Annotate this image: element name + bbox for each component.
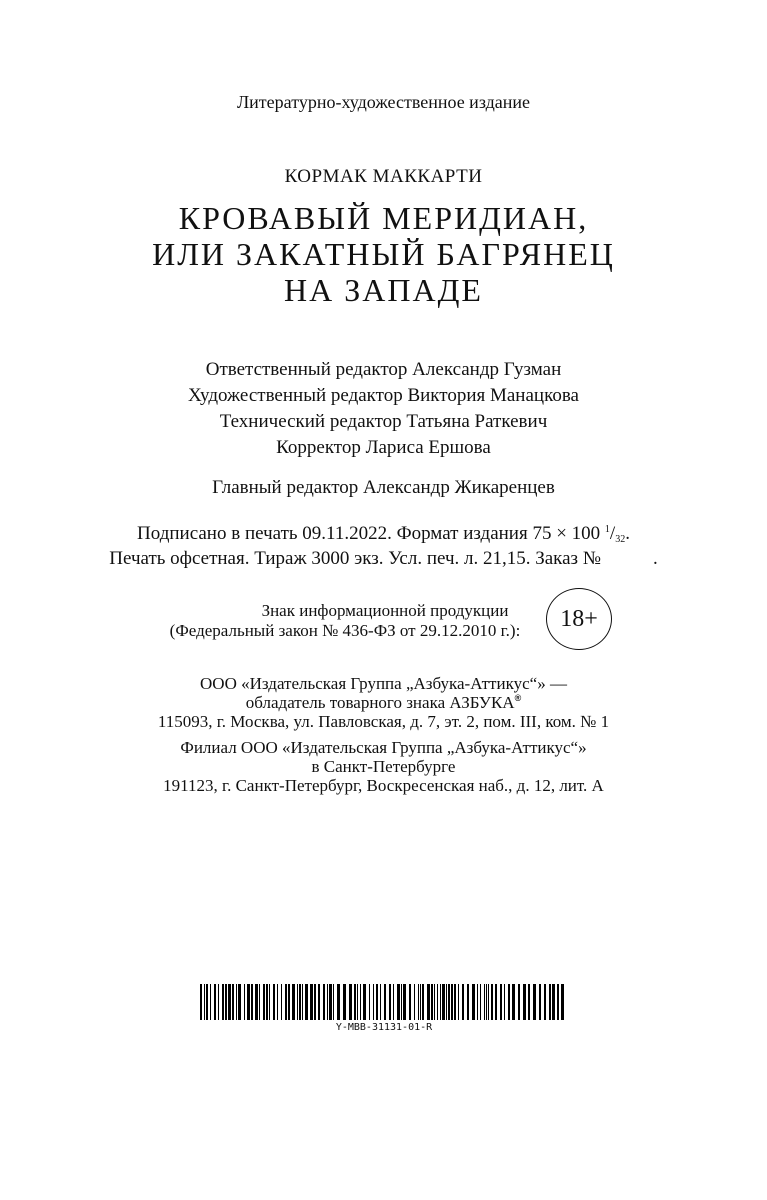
barcode-bar xyxy=(486,984,487,1020)
branch-line-2: в Санкт-Петербурге xyxy=(311,757,456,776)
barcode-bar xyxy=(363,984,366,1020)
technical-editor: Технический редактор Татьяна Раткевич xyxy=(219,411,548,432)
barcode-bar xyxy=(500,984,502,1020)
age-rating-label-1: Знак информационной продукции xyxy=(261,601,509,620)
barcode-bar xyxy=(544,984,546,1020)
barcode-bar xyxy=(236,984,237,1020)
barcode-bar xyxy=(333,984,334,1020)
barcode-bar xyxy=(427,984,430,1020)
format-fraction-slash: / xyxy=(609,523,616,544)
responsible-editor: Ответственный редактор Александр Гузман xyxy=(205,359,562,380)
age-rating-label-2: (Федеральный закон № 436-ФЗ от 29.12.2010 г.): xyxy=(169,621,521,640)
barcode-bar xyxy=(281,984,282,1020)
barcode-bar xyxy=(354,984,356,1020)
format-fraction-denominator: 32 xyxy=(615,534,626,545)
barcode xyxy=(200,984,568,1020)
barcode-bar xyxy=(504,984,505,1020)
barcode-bar xyxy=(397,984,400,1020)
barcode-bar xyxy=(288,984,290,1020)
publisher-address: 115093, г. Москва, ул. Павловская, д. 7, эт. 2, пом. III, ком. № 1 xyxy=(157,712,610,731)
barcode-bar xyxy=(251,984,253,1020)
barcode-bar xyxy=(327,984,328,1020)
proofreader: Корректор Лариса Ершова xyxy=(276,437,491,458)
registered-mark: ® xyxy=(514,693,522,703)
publisher-line-1: ООО «Издательская Группа „Азбука-Аттикус“» — xyxy=(200,674,567,693)
barcode-bar xyxy=(518,984,520,1020)
author-name: КОРМАК МАККАРТИ xyxy=(284,166,483,187)
barcode-bar xyxy=(273,984,275,1020)
barcode-bar xyxy=(214,984,216,1020)
barcode-bar xyxy=(305,984,308,1020)
barcode-bar xyxy=(539,984,541,1020)
title-line-3: НА ЗАПАДЕ xyxy=(284,272,483,308)
barcode-bar xyxy=(477,984,478,1020)
barcode-bar xyxy=(255,984,258,1020)
barcode-bar xyxy=(462,984,464,1020)
barcode-bar xyxy=(446,984,447,1020)
print-info-line-1 xyxy=(0,523,767,545)
barcode-bar xyxy=(314,984,316,1020)
barcode-bar xyxy=(528,984,530,1020)
barcode-bar xyxy=(299,984,301,1020)
barcode-bar xyxy=(557,984,559,1020)
barcode-bar xyxy=(431,984,433,1020)
barcode-bar xyxy=(512,984,515,1020)
barcode-bar xyxy=(277,984,278,1020)
barcode-bar xyxy=(491,984,493,1020)
barcode-bar xyxy=(373,984,374,1020)
edition-type: Литературно-художественное издание xyxy=(236,92,531,112)
print-signed-format: Подписано в печать 09.11.2022. Формат издания 75 × 100 xyxy=(137,523,601,544)
barcode-bar xyxy=(448,984,450,1020)
barcode-bar xyxy=(292,984,295,1020)
chief-editor: Главный редактор Александр Жикаренцев xyxy=(212,477,555,498)
barcode-bar xyxy=(318,984,320,1020)
print-info-line-2 xyxy=(0,548,767,570)
barcode-bar xyxy=(434,984,435,1020)
barcode-bar xyxy=(206,984,208,1020)
title-line-1: КРОВАВЫЙ МЕРИДИАН, xyxy=(178,200,589,236)
barcode-bar xyxy=(285,984,287,1020)
barcode-bar xyxy=(384,984,386,1020)
art-editor: Художественный редактор Виктория Манацкова xyxy=(188,385,579,406)
barcode-bar xyxy=(533,984,536,1020)
barcode-bar xyxy=(266,984,268,1020)
barcode-bar xyxy=(238,984,241,1020)
barcode-bar xyxy=(380,984,381,1020)
barcode-bar xyxy=(451,984,453,1020)
barcode-bar xyxy=(484,984,485,1020)
barcode-bar xyxy=(552,984,555,1020)
barcode-bar xyxy=(414,984,415,1020)
barcode-bar xyxy=(247,984,250,1020)
barcode-bar xyxy=(263,984,265,1020)
barcode-bar xyxy=(269,984,270,1020)
barcode-text: Y-MBB-31131-01-R xyxy=(335,1022,433,1033)
title-line-2: ИЛИ ЗАКАТНЫЙ БАГРЯНЕЦ xyxy=(152,236,615,272)
barcode-bar xyxy=(297,984,298,1020)
barcode-bar xyxy=(310,984,313,1020)
barcode-bar xyxy=(422,984,424,1020)
barcode-bar xyxy=(440,984,441,1020)
barcode-bar xyxy=(523,984,526,1020)
barcode-bar xyxy=(442,984,445,1020)
publisher-trademark: обладатель товарного знака АЗБУКА xyxy=(245,693,515,712)
barcode-bar xyxy=(244,984,245,1020)
barcode-bar xyxy=(222,984,224,1020)
barcode-bar xyxy=(420,984,421,1020)
barcode-bar xyxy=(401,984,402,1020)
barcode-bar xyxy=(458,984,459,1020)
barcode-bar xyxy=(393,984,394,1020)
publisher-line-2 xyxy=(0,693,767,713)
barcode-bar xyxy=(561,984,564,1020)
barcode-bar xyxy=(259,984,260,1020)
branch-line-1: Филиал ООО «Издательская Группа „Азбука-Аттикус“» xyxy=(180,738,587,757)
book-title xyxy=(0,200,767,308)
barcode-bar xyxy=(357,984,358,1020)
barcode-bar xyxy=(337,984,340,1020)
barcode-bar xyxy=(480,984,481,1020)
barcode-bar xyxy=(376,984,378,1020)
barcode-bar xyxy=(418,984,419,1020)
barcode-bar xyxy=(218,984,219,1020)
barcode-bar xyxy=(232,984,234,1020)
barcode-bar xyxy=(495,984,497,1020)
barcode-bar xyxy=(488,984,489,1020)
barcode-bar xyxy=(329,984,332,1020)
barcode-bar xyxy=(454,984,456,1020)
barcode-bar xyxy=(437,984,438,1020)
format-fraction-numerator: 1 xyxy=(604,524,610,535)
barcode-bar xyxy=(360,984,361,1020)
barcode-bar xyxy=(389,984,391,1020)
barcode-bar xyxy=(200,984,202,1020)
barcode-bar xyxy=(349,984,352,1020)
barcode-bar xyxy=(549,984,551,1020)
barcode-bar xyxy=(210,984,211,1020)
barcode-bar xyxy=(409,984,411,1020)
barcode-bar xyxy=(403,984,406,1020)
barcode-bar xyxy=(323,984,325,1020)
barcode-bar xyxy=(225,984,227,1020)
branch-address: 191123, г. Санкт-Петербург, Воскресенская наб., д. 12, лит. А xyxy=(163,776,604,795)
barcode-bar xyxy=(369,984,370,1020)
print-line-2-end: . xyxy=(652,548,658,569)
barcode-bar xyxy=(508,984,510,1020)
barcode-bar xyxy=(302,984,303,1020)
barcode-bar xyxy=(472,984,475,1020)
print-run-order: Печать офсетная. Тираж 3000 экз. Усл. печ. л. 21,15. Заказ № xyxy=(109,548,601,569)
barcode-bar xyxy=(467,984,469,1020)
barcode-bar xyxy=(343,984,346,1020)
age-rating-badge: 18+ xyxy=(546,588,612,650)
barcode-bar xyxy=(204,984,205,1020)
barcode-bar xyxy=(228,984,231,1020)
print-line-1-end: . xyxy=(625,523,630,544)
